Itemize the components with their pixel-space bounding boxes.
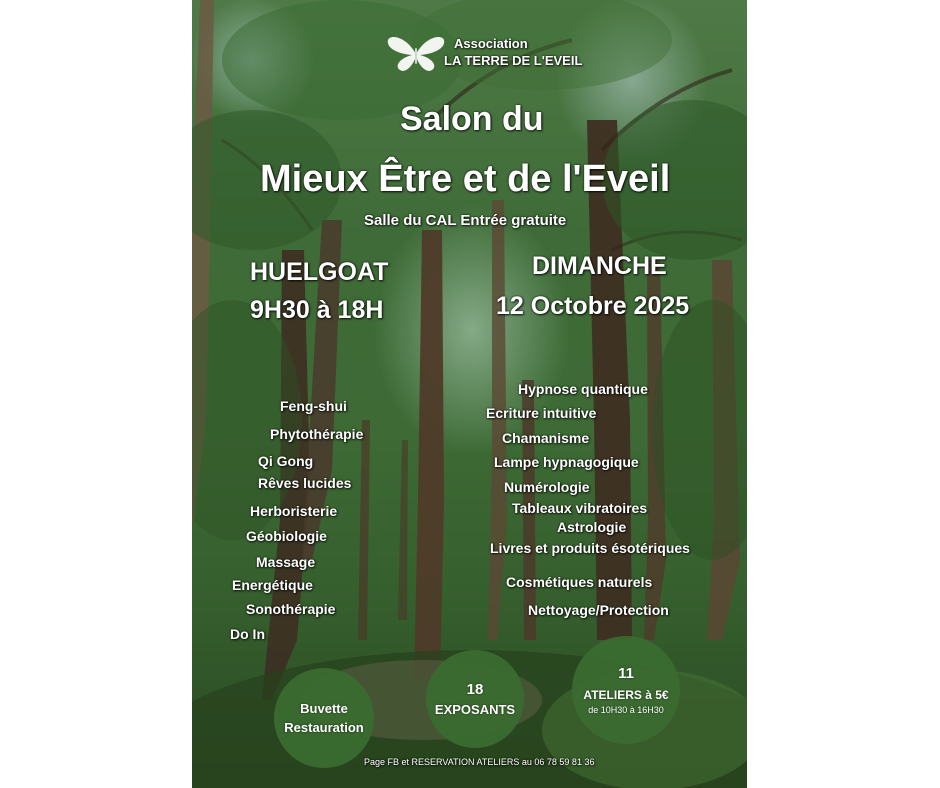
activity-right: Astrologie: [557, 519, 627, 535]
restauration-label: Restauration: [284, 720, 364, 735]
title-line1: Salon du: [400, 100, 544, 138]
ateliers-hours: de 10H30 à 16H30: [588, 705, 664, 715]
activity-right: Tableaux vibratoires: [512, 500, 648, 516]
ateliers-label: ATELIERS à 5€: [583, 688, 669, 702]
activity-left: Qi Gong: [258, 453, 314, 469]
event-place: HUELGOAT: [250, 258, 389, 286]
activity-left: Herboristerie: [250, 503, 338, 519]
buvette-badge: [274, 668, 374, 768]
association-name-line1: Association: [454, 36, 528, 51]
title-line2: Mieux Être et de l'Eveil: [260, 158, 671, 200]
activity-right: Cosmétiques naturels: [506, 574, 653, 590]
activity-left: Massage: [256, 554, 316, 570]
activity-left: Sonothérapie: [246, 601, 336, 617]
activity-left: Géobiologie: [246, 528, 327, 544]
activity-left: Energétique: [232, 577, 313, 593]
activity-right: Lampe hypnagogique: [494, 454, 639, 470]
ateliers-badge: [572, 636, 680, 744]
activity-left: Do In: [230, 626, 265, 642]
activity-right: Chamanisme: [502, 430, 590, 446]
activity-left: Phytothérapie: [270, 426, 364, 442]
butterfly-icon: [386, 34, 446, 74]
event-day: DIMANCHE: [532, 252, 667, 280]
event-date: 12 Octobre 2025: [496, 292, 690, 320]
activity-left: Rêves lucides: [258, 475, 352, 491]
event-hours: 9H30 à 18H: [250, 296, 384, 324]
activity-right: Nettoyage/Protection: [528, 602, 669, 618]
activity-right: Ecriture intuitive: [486, 405, 597, 421]
subtitle: Salle du CAL Entrée gratuite: [364, 212, 567, 229]
activity-right: Livres et produits ésotériques: [490, 540, 690, 556]
exposants-count: 18: [466, 681, 484, 698]
activity-left: Feng-shui: [280, 398, 347, 414]
exposants-label: EXPOSANTS: [434, 702, 516, 717]
buvette-label: Buvette: [300, 701, 348, 716]
activity-right: Hypnose quantique: [518, 381, 648, 397]
footer-contact: Page FB et RESERVATION ATELIERS au 06 78 59 81 36: [364, 757, 595, 767]
association-name-line2: LA TERRE DE L'EVEIL: [444, 53, 583, 68]
exposants-badge: [426, 650, 524, 748]
ateliers-count: 11: [618, 665, 634, 682]
event-poster: [192, 0, 747, 788]
activity-right: Numérologie: [504, 479, 590, 495]
